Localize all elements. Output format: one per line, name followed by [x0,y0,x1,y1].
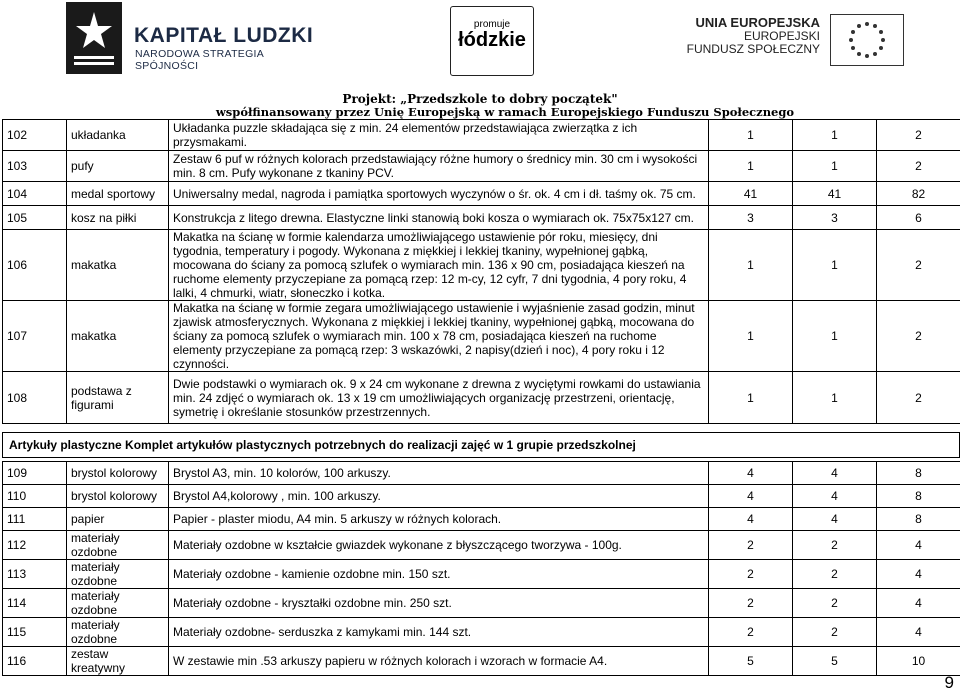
item-number: 105 [3,206,67,230]
item-name: materiały ozdobne [67,560,169,589]
qty-b: 4 [793,462,877,485]
qty-total: 2 [877,120,960,151]
eu-flag-icon [830,14,904,66]
item-description: Brystol A3, min. 10 kolorów, 100 arkuszy. [169,462,709,485]
item-name: medal sportowy [67,182,169,206]
item-description: Dwie podstawki o wymiarach ok. 9 x 24 cm wykonane z drewna z wyciętymi rowkami do ustawiania min. 24 zdjęć o wymiarach ok. 13 x 19 cm umożliwiających organizację przestrzeni, orientację, symetrię i określanie stosunków przestrzennych. [169,372,709,424]
lodzkie-logo [450,6,534,76]
item-name: makatka [67,230,169,301]
item-description: Konstrukcja z litego drewna. Elastyczne linki stanowią boki kosza o wymiarach ok. 75x75x127 cm. [169,206,709,230]
item-number: 110 [3,485,67,508]
table-row [3,462,960,485]
table-row [3,508,960,531]
ue-logo [680,12,920,72]
qty-a: 1 [709,120,793,151]
item-description: Zestaw 6 puf w różnych kolorach przedstawiający różne humory o średnicy min. 30 cm i wysokości min. 8 cm. Pufy wykonane z tkaniny PCV. [169,151,709,182]
qty-a: 2 [709,589,793,618]
item-description: Brystol A4,kolorowy , min. 100 arkuszy. [169,485,709,508]
item-name: kosz na piłki [67,206,169,230]
item-number: 102 [3,120,67,151]
item-description: Papier - plaster miodu, A4 min. 5 arkuszy w różnych kolorach. [169,508,709,531]
qty-b: 2 [793,618,877,647]
item-number: 115 [3,618,67,647]
qty-total: 82 [877,182,960,206]
qty-total: 8 [877,508,960,531]
qty-a: 2 [709,560,793,589]
table-row [3,372,960,424]
item-number: 113 [3,560,67,589]
table-row [3,618,960,647]
qty-b: 1 [793,120,877,151]
qty-a: 1 [709,230,793,301]
item-number: 107 [3,301,67,372]
item-number: 114 [3,589,67,618]
table-row [3,301,960,372]
item-description: Uniwersalny medal, nagroda i pamiątka sportowych wyczynów o śr. ok. 4 cm i dł. taśmy ok. 75 cm. [169,182,709,206]
logo-bar [0,0,960,85]
item-description: Materiały ozdobne- serduszka z kamykami min. 144 szt. [169,618,709,647]
item-description: Materiały ozdobne - kamienie ozdobne min. 150 szt. [169,560,709,589]
table-row [3,560,960,589]
item-number: 111 [3,508,67,531]
item-description: Materiały ozdobne w kształcie gwiazdek wykonane z błyszczącego tworzywa - 100g. [169,531,709,560]
qty-a: 2 [709,531,793,560]
items-table-1 [2,119,960,424]
item-description: Materiały ozdobne - kryształki ozdobne min. 250 szt. [169,589,709,618]
item-name: materiały ozdobne [67,618,169,647]
item-name: brystol kolorowy [67,485,169,508]
item-description: Układanka puzzle składająca się z min. 24 elementów przedstawiająca zwierzątka z ich przysmakami. [169,120,709,151]
qty-a: 4 [709,508,793,531]
qty-total: 4 [877,589,960,618]
item-name: układanka [67,120,169,151]
kapital-ludzki-logo [66,2,326,74]
item-name: makatka [67,301,169,372]
qty-b: 5 [793,647,877,676]
qty-total: 2 [877,372,960,424]
ue-line3: FUNDUSZ SPOŁECZNY [686,42,820,56]
item-number: 103 [3,151,67,182]
qty-b: 1 [793,230,877,301]
project-cofinancing: współfinansowany przez Unię Europejską w ramach Europejskiego Funduszu Społecznego [215,105,795,119]
qty-total: 6 [877,206,960,230]
table-row [3,182,960,206]
qty-a: 1 [709,301,793,372]
item-name: podstawa z figurami [67,372,169,424]
item-number: 106 [3,230,67,301]
qty-total: 4 [877,560,960,589]
qty-total: 4 [877,531,960,560]
project-header [0,93,960,119]
project-title: Projekt: „Przedszkole to dobry początek" [342,92,618,106]
item-number: 108 [3,372,67,424]
ue-line2: EUROPEJSKI [743,29,820,43]
qty-b: 1 [793,301,877,372]
item-description: Makatka na ścianę w formie kalendarza umożliwiającego ustawienie pór roku, miesięcy, dni tygodnia, temperatury i pogody. Wykonana z miękkiej i lekkiej tkaniny, wypełnionej gąbką, mocowana do ściany za pomocą szlufek o wymiarach min. 136 x 90 cm, posiadająca kieszeń na ruchome elementy przyczepiane za pomącą rzep: 12 m-cy, 12 cyfr, 7 dni tygodnia, 4 pory roku, 4 lalki, 4 chmurki, wiatr, słoneczko i kotka. [169,230,709,301]
item-name: zestaw kreatywny [67,647,169,676]
kapital-ludzki-title: KAPITAŁ LUDZKI [134,24,314,47]
table-row [3,589,960,618]
qty-b: 4 [793,485,877,508]
qty-a: 1 [709,151,793,182]
item-name: papier [67,508,169,531]
qty-b: 3 [793,206,877,230]
items-table-2 [2,461,960,676]
qty-a: 3 [709,206,793,230]
item-name: pufy [67,151,169,182]
item-name: materiały ozdobne [67,531,169,560]
table-row [3,230,960,301]
table-row [3,485,960,508]
item-description: Makatka na ścianę w formie zegara umożliwiającego ustawienie i wyjaśnienie zasad godzin, minut zjawisk atmosferycznych. Wykonana z miękkiej i lekkiej tkaniny, wypełnionej gąbką, mocowana do ściany za pomocą szlufek o wymiarach min. 100 x 78 cm, posiadająca kieszeń na ruchome elementy przyczepiane za pomącą rzep: 3 wskazówki, 2 napisy(dzień i noc), 4 pory roku i 12 czynności. [169,301,709,372]
qty-b: 2 [793,560,877,589]
page-number: 9 [944,673,954,692]
lodzkie-main: łódzkie [458,29,526,51]
item-number: 104 [3,182,67,206]
qty-total: 2 [877,301,960,372]
ue-text [680,16,820,56]
qty-a: 2 [709,618,793,647]
item-name: brystol kolorowy [67,462,169,485]
table-row [3,206,960,230]
lodzkie-pre: promuje [473,19,511,30]
qty-b: 1 [793,151,877,182]
item-number: 116 [3,647,67,676]
qty-a: 4 [709,485,793,508]
qty-total: 2 [877,230,960,301]
table-row [3,120,960,151]
table-row [3,647,960,676]
qty-total: 10 [877,647,960,676]
qty-total: 8 [877,462,960,485]
qty-a: 41 [709,182,793,206]
ue-line1: UNIA EUROPEJSKA [695,15,820,30]
qty-total: 2 [877,151,960,182]
item-description: W zestawie min .53 arkuszy papieru w różnych kolorach i wzorach w formacie A4. [169,647,709,676]
qty-b: 1 [793,372,877,424]
item-number: 112 [3,531,67,560]
qty-a: 4 [709,462,793,485]
table-row [3,151,960,182]
qty-a: 1 [709,372,793,424]
kapital-ludzki-emblem-icon [66,2,122,74]
qty-b: 2 [793,589,877,618]
qty-a: 5 [709,647,793,676]
section-title: Artykuły plastyczne Komplet artykułów plastycznych potrzebnych do realizacji zajęć w 1 grupie przedszkolnej [2,432,960,458]
qty-b: 2 [793,531,877,560]
qty-total: 4 [877,618,960,647]
qty-b: 41 [793,182,877,206]
item-number: 109 [3,462,67,485]
qty-b: 4 [793,508,877,531]
qty-total: 8 [877,485,960,508]
kapital-ludzki-subtitle: NARODOWA STRATEGIA SPÓJNOŚCI [135,48,264,72]
table-row [3,531,960,560]
item-name: materiały ozdobne [67,589,169,618]
